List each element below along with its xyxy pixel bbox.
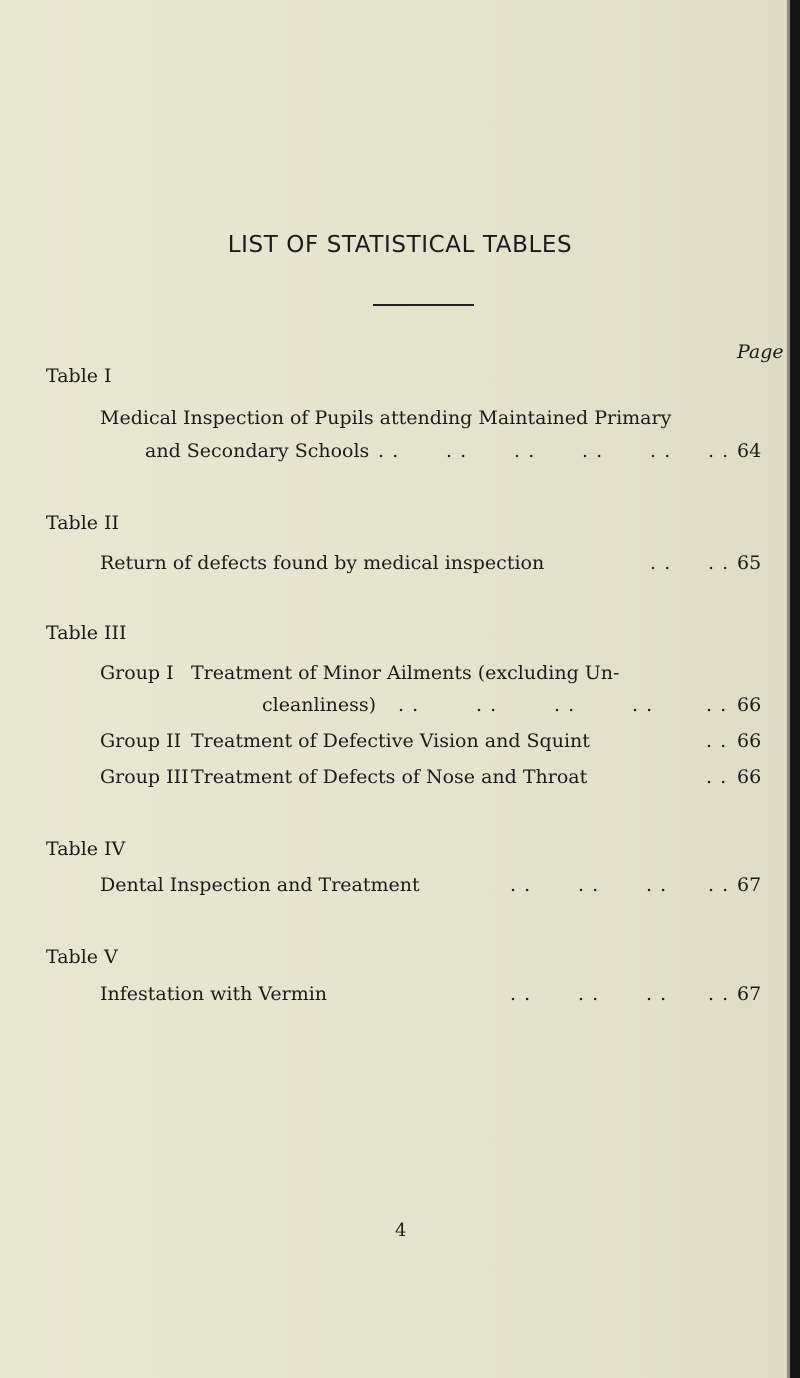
- table-3-group-2: Group II: [100, 730, 182, 752]
- leader-dots: . .: [398, 694, 420, 716]
- table-2-page-number: 65: [737, 552, 762, 574]
- table-1-entry-line2: and Secondary Schools: [145, 440, 370, 462]
- table-4-entry: Dental Inspection and Treatment: [100, 874, 420, 896]
- title-rule: [373, 304, 474, 306]
- table-1-page-number: 64: [737, 440, 762, 462]
- table-3-group-1-line1: Treatment of Minor Ailments (excluding Un-: [191, 662, 620, 684]
- table-4-label: Table IV: [46, 838, 126, 860]
- table-3-group-1-line2: cleanliness): [262, 694, 377, 716]
- leader-dots: . .: [476, 694, 498, 716]
- leader-dots: . .: [706, 766, 728, 788]
- page-edge: [790, 0, 800, 1378]
- leader-dots: . .: [706, 730, 728, 752]
- leader-dots: . .: [514, 440, 536, 462]
- table-3-group-2-entry: Treatment of Defective Vision and Squint: [191, 730, 590, 752]
- leader-dots: . .: [646, 874, 668, 896]
- leader-dots: . .: [510, 983, 532, 1005]
- leader-dots: . .: [554, 694, 576, 716]
- table-5-page-number: 67: [737, 983, 762, 1005]
- leader-dots: . .: [578, 874, 600, 896]
- table-3-group-2-page-number: 66: [737, 730, 762, 752]
- page-folio: 4: [395, 1220, 407, 1241]
- leader-dots: . .: [582, 440, 604, 462]
- table-5-label: Table V: [46, 946, 118, 968]
- table-2-label: Table II: [46, 512, 120, 534]
- table-3-group-3-page-number: 66: [737, 766, 762, 788]
- page-column-heading: Page: [737, 341, 784, 363]
- leader-dots: . .: [650, 552, 672, 574]
- leader-dots: . .: [378, 440, 400, 462]
- leader-dots: . .: [632, 694, 654, 716]
- leader-dots: . .: [706, 694, 728, 716]
- table-3-group-3: Group III: [100, 766, 189, 788]
- table-1-label: Table I: [46, 365, 112, 387]
- table-4-page-number: 67: [737, 874, 762, 896]
- table-1-entry-line1: Medical Inspection of Pupils attending Maintained Primary: [100, 407, 672, 429]
- leader-dots: . .: [708, 552, 730, 574]
- leader-dots: . .: [708, 983, 730, 1005]
- leader-dots: . .: [708, 874, 730, 896]
- leader-dots: . .: [646, 983, 668, 1005]
- table-2-entry: Return of defects found by medical inspection: [100, 552, 545, 574]
- page-title: LIST OF STATISTICAL TABLES: [227, 232, 573, 258]
- leader-dots: . .: [578, 983, 600, 1005]
- table-3-label: Table III: [46, 622, 127, 644]
- table-3-group-1-page-number: 66: [737, 694, 762, 716]
- leader-dots: . .: [510, 874, 532, 896]
- table-3-group-1: Group I: [100, 662, 174, 684]
- leader-dots: . .: [446, 440, 468, 462]
- table-3-group-3-entry: Treatment of Defects of Nose and Throat: [191, 766, 588, 788]
- table-5-entry: Infestation with Vermin: [100, 983, 328, 1005]
- leader-dots: . .: [650, 440, 672, 462]
- leader-dots: . .: [708, 440, 730, 462]
